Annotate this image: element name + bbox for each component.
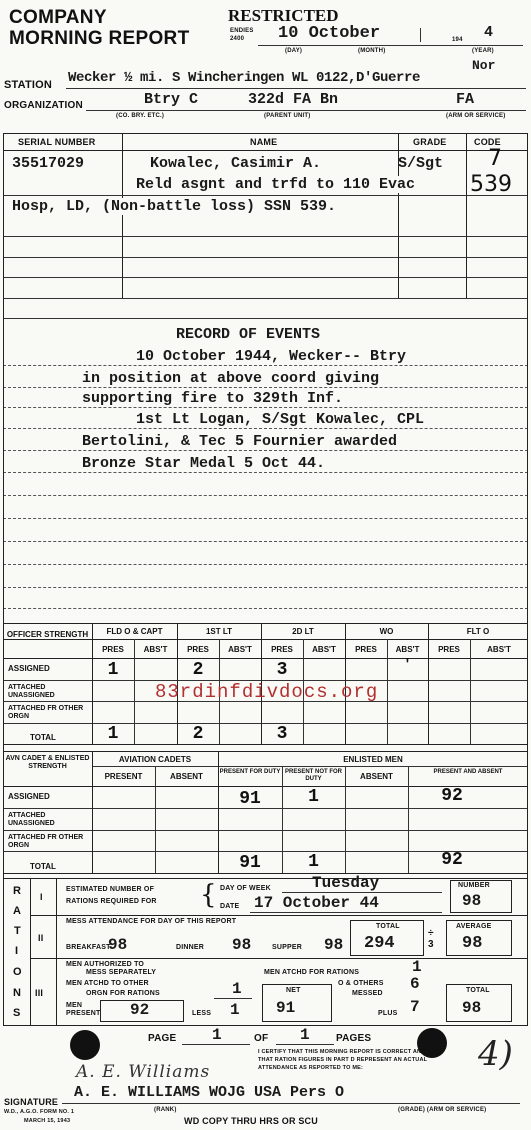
certify-line-1: I CERTIFY THAT THIS MORNING REPORT IS CORRECT AND bbox=[258, 1049, 426, 1055]
organization-sub3: (ARM OR SERVICE) bbox=[446, 113, 506, 119]
officer-assigned-wo-abst: ' bbox=[403, 657, 412, 673]
form-title-line1: COMPANY bbox=[9, 7, 107, 28]
restricted-stamp: RESTRICTED bbox=[228, 6, 339, 25]
number-label: NUMBER bbox=[458, 882, 490, 889]
organization-label: ORGANIZATION bbox=[4, 100, 83, 111]
section-1: I bbox=[40, 892, 43, 902]
endies-label: ENDIES bbox=[230, 28, 254, 34]
form-number: W.D., A.G.O. FORM NO. 1 bbox=[4, 1109, 75, 1115]
entry-line2: Reld asgnt and trfd to 110 Evac bbox=[136, 176, 416, 193]
rations-side-n: N bbox=[13, 987, 22, 999]
col-cadets-present: PRESENT bbox=[104, 772, 143, 781]
officer-assigned-fld-pres: 1 bbox=[107, 660, 119, 680]
plus-label: PLUS bbox=[378, 1010, 398, 1017]
men-present-value: 92 bbox=[130, 1001, 150, 1019]
punch-hole-left bbox=[70, 1030, 100, 1060]
atchd-rations-label: MEN ATCHD FOR RATIONS bbox=[264, 969, 360, 976]
date-label: DATE bbox=[220, 903, 240, 910]
less-label: LESS bbox=[192, 1010, 212, 1017]
signature-script: A. E. Williams bbox=[76, 1062, 211, 1082]
enlisted-row-attached-unassigned: ATTACHED UNASSIGNED bbox=[8, 812, 55, 827]
officer-group-1lt: 1ST LT bbox=[205, 627, 233, 636]
enlisted-assigned-pnfd: 1 bbox=[308, 787, 319, 807]
report-date: 10 October bbox=[278, 24, 381, 43]
officer-row-assigned: ASSIGNED bbox=[8, 664, 50, 673]
enlisted-assigned-paa: 92 bbox=[441, 786, 463, 806]
enlisted-row-assigned: ASSIGNED bbox=[8, 792, 50, 801]
officer-sub-abst: ABS'T bbox=[228, 645, 252, 654]
atchd-other-value: 1 bbox=[232, 980, 242, 998]
station-value-extra: Nor bbox=[472, 58, 496, 73]
year-label: (YEAR) bbox=[472, 48, 494, 54]
officer-sub-pres: PRES bbox=[102, 645, 124, 654]
station-value: Wecker ½ mi. S Wincheringen WL 0122,D'Guerre bbox=[68, 70, 421, 86]
page-label: PAGE bbox=[148, 1033, 177, 1044]
organization-sub1: (CO. BRY. ETC.) bbox=[116, 113, 165, 119]
col-present-for-duty: PRESENT FOR DUTY bbox=[219, 769, 281, 775]
ration-date-value: 17 October 44 bbox=[254, 894, 379, 912]
officer-strength-title: OFFICER STRENGTH bbox=[6, 630, 89, 639]
officer-sub-pres: PRES bbox=[187, 645, 209, 654]
est-label-1: ESTIMATED NUMBER OF bbox=[66, 886, 155, 893]
events-line-6: Bronze Star Medal 5 Oct 44. bbox=[82, 455, 326, 472]
entry-serial: 35517029 bbox=[12, 155, 85, 172]
officer-sub-pres: PRES bbox=[355, 645, 377, 654]
enlisted-strength-title: AVN CADET & ENLISTED STRENGTH bbox=[5, 755, 90, 770]
enlisted-total-pfd: 91 bbox=[239, 853, 261, 873]
officer-total-fld-pres: 1 bbox=[107, 724, 119, 744]
col-present-not-for-duty: PRESENT NOT FOR DUTY bbox=[284, 769, 342, 782]
breakfast-label: BREAKFAST bbox=[66, 944, 111, 951]
officer-sub-abst: ABS'T bbox=[312, 645, 336, 654]
dinner-label: DINNER bbox=[176, 944, 205, 951]
pages-label: PAGES bbox=[336, 1033, 372, 1044]
officer-row-total: TOTAL bbox=[30, 733, 56, 742]
total2-label: TOTAL bbox=[466, 987, 490, 994]
signature-label: SIGNATURE bbox=[4, 1097, 59, 1107]
average-label: AVERAGE bbox=[456, 923, 492, 930]
certify-line-3: ATTENDANCE AS REPORTED TO ME: bbox=[258, 1065, 364, 1071]
organization-sub2: (PARENT UNIT) bbox=[264, 113, 311, 119]
officer-sub-pres: PRES bbox=[438, 645, 460, 654]
officer-total-1lt-pres: 2 bbox=[192, 724, 204, 744]
pages-value: 1 bbox=[300, 1026, 310, 1044]
page-value: 1 bbox=[212, 1026, 222, 1044]
name-header: NAME bbox=[250, 137, 278, 147]
events-line-3: supporting fire to 329th Inf. bbox=[82, 390, 344, 407]
enlisted-men-header: ENLISTED MEN bbox=[343, 755, 403, 764]
grade-arm-label: (GRADE) (ARM OR SERVICE) bbox=[398, 1107, 487, 1113]
entry-line3: Hosp, LD, (Non-battle loss) SSN 539. bbox=[12, 198, 337, 215]
of-label: OF bbox=[254, 1033, 269, 1044]
day-of-week-label: DAY OF WEEK bbox=[220, 885, 271, 892]
serial-number-header: SERIAL NUMBER bbox=[18, 137, 96, 147]
entry-code-bottom: 539 bbox=[470, 172, 512, 197]
atchd-rations-value: 1 bbox=[412, 958, 422, 976]
dinner-value: 98 bbox=[232, 936, 252, 954]
officer-row-attached-unassigned: ATTACHED UNASSIGNED bbox=[8, 684, 55, 699]
atchd-other-label-1: MEN ATCHD TO OTHER bbox=[66, 980, 149, 987]
time-label: 2400 bbox=[230, 36, 245, 42]
divide-by-three: ÷ 3 bbox=[428, 928, 434, 950]
others-label-1: O & OTHERS bbox=[338, 980, 384, 987]
entry-grade: S/Sgt bbox=[398, 155, 444, 172]
officer-assigned-1lt-pres: 2 bbox=[192, 660, 204, 680]
net-value: 91 bbox=[276, 999, 296, 1017]
rations-side-s: S bbox=[13, 1007, 21, 1019]
organization-battery: Btry C bbox=[144, 91, 199, 108]
rations-side-i: I bbox=[15, 945, 19, 957]
year-digit: 4 bbox=[484, 24, 494, 41]
total-value: 294 bbox=[364, 934, 395, 953]
col-cadets-absent: ABSENT bbox=[170, 772, 203, 781]
est-label-2: RATIONS REQUIRED FOR bbox=[66, 898, 157, 905]
less-value: 1 bbox=[230, 1001, 240, 1019]
total2-value: 98 bbox=[462, 999, 482, 1017]
breakfast-value: 98 bbox=[108, 936, 128, 954]
others-value: 6 bbox=[410, 975, 420, 993]
atchd-other-label-2: ORGN FOR RATIONS bbox=[86, 990, 160, 997]
enlisted-total-paa: 92 bbox=[441, 850, 463, 870]
section-2: II bbox=[38, 933, 44, 943]
events-line-4: 1st Lt Logan, S/Sgt Kowalec, CPL bbox=[136, 411, 425, 428]
supper-label: SUPPER bbox=[272, 944, 302, 951]
total-label: TOTAL bbox=[376, 923, 400, 930]
wd-copy-note: WD COPY THRU HRS OR SCU bbox=[184, 1116, 318, 1126]
col-enlisted-absent: ABSENT bbox=[360, 772, 393, 781]
officer-group-wo: WO bbox=[379, 627, 394, 636]
auth-label-1: MEN AUTHORIZED TO bbox=[66, 961, 145, 968]
number-value: 98 bbox=[462, 892, 482, 910]
enlisted-assigned-pfd: 91 bbox=[239, 789, 261, 809]
certify-line-2: THAT RATION FIGURES IN PART D REPRESENT AN ACTUAL bbox=[258, 1057, 428, 1063]
events-line-2: in position at above coord giving bbox=[82, 370, 380, 387]
events-heading: RECORD OF EVENTS bbox=[176, 326, 321, 343]
supper-value: 98 bbox=[324, 936, 344, 954]
watermark-text: 83rdinfdivdocs.org bbox=[155, 681, 379, 703]
aviation-cadets-header: AVIATION CADETS bbox=[118, 755, 192, 764]
rations-side-a: A bbox=[13, 905, 22, 917]
officer-assigned-2lt-pres: 3 bbox=[276, 660, 288, 680]
officer-sub-abst: ABS'T bbox=[143, 645, 168, 654]
brace-symbol: { bbox=[200, 880, 217, 910]
events-line-5: Bertolini, & Tec 5 Fournier awarded bbox=[82, 433, 398, 450]
col-present-and-absent: PRESENT AND ABSENT bbox=[433, 769, 503, 775]
events-line-1: 10 October 1944, Wecker-- Btry bbox=[136, 348, 407, 365]
officer-group-2lt: 2D LT bbox=[292, 627, 314, 636]
corner-handwritten-mark: 4) bbox=[478, 1034, 513, 1074]
enlisted-row-attached-other: ATTACHED FR OTHER ORGN bbox=[8, 834, 84, 849]
year-prefix: 194 bbox=[452, 37, 463, 43]
rations-side-r: R bbox=[13, 885, 22, 897]
net-label: NET bbox=[286, 987, 301, 994]
enlisted-total-pnfd: 1 bbox=[308, 852, 319, 872]
day-of-week-value: Tuesday bbox=[312, 874, 380, 892]
station-label: STATION bbox=[4, 79, 53, 91]
organization-unit: 322d FA Bn bbox=[248, 91, 339, 108]
form-date: MARCH 15, 1943 bbox=[24, 1118, 71, 1124]
mess-label: MESS ATTENDANCE FOR DAY OF THIS REPORT bbox=[66, 918, 237, 925]
entry-name: Kowalec, Casimir A. bbox=[150, 155, 322, 172]
officer-group-fld: FLD O & CAPT bbox=[106, 627, 163, 636]
officer-group-flto: FLT O bbox=[466, 627, 490, 636]
officer-sub-pres: PRES bbox=[271, 645, 293, 654]
form-title-line2: MORNING REPORT bbox=[9, 28, 190, 49]
officer-sub-abst: ABS'T bbox=[487, 645, 511, 654]
month-label: (MONTH) bbox=[358, 48, 386, 54]
officer-sub-abst: ABS'T bbox=[395, 645, 420, 654]
auth-label-2: MESS SEPARATELY bbox=[86, 969, 157, 976]
enlisted-row-total: TOTAL bbox=[30, 862, 56, 871]
grade-header: GRADE bbox=[413, 137, 447, 147]
rank-label: (RANK) bbox=[154, 1107, 177, 1113]
men-present-label: MEN PRESENT bbox=[66, 1002, 101, 1017]
code-header: CODE bbox=[474, 137, 501, 147]
average-value: 98 bbox=[462, 934, 483, 953]
plus-value: 7 bbox=[410, 998, 420, 1016]
section-3: III bbox=[35, 988, 44, 998]
officer-row-attached-other: ATTACHED FR OTHER ORGN bbox=[8, 705, 84, 720]
signature-typed: A. E. WILLIAMS WOJG USA Pers O bbox=[74, 1084, 345, 1101]
officer-total-2lt-pres: 3 bbox=[276, 724, 288, 744]
others-label-2: MESSED bbox=[352, 990, 383, 997]
day-label: (DAY) bbox=[285, 48, 303, 54]
entry-code-top: 7 bbox=[488, 146, 502, 171]
organization-arm: FA bbox=[456, 91, 475, 108]
rations-side-o: O bbox=[13, 966, 22, 978]
rations-side-t: T bbox=[14, 925, 21, 937]
